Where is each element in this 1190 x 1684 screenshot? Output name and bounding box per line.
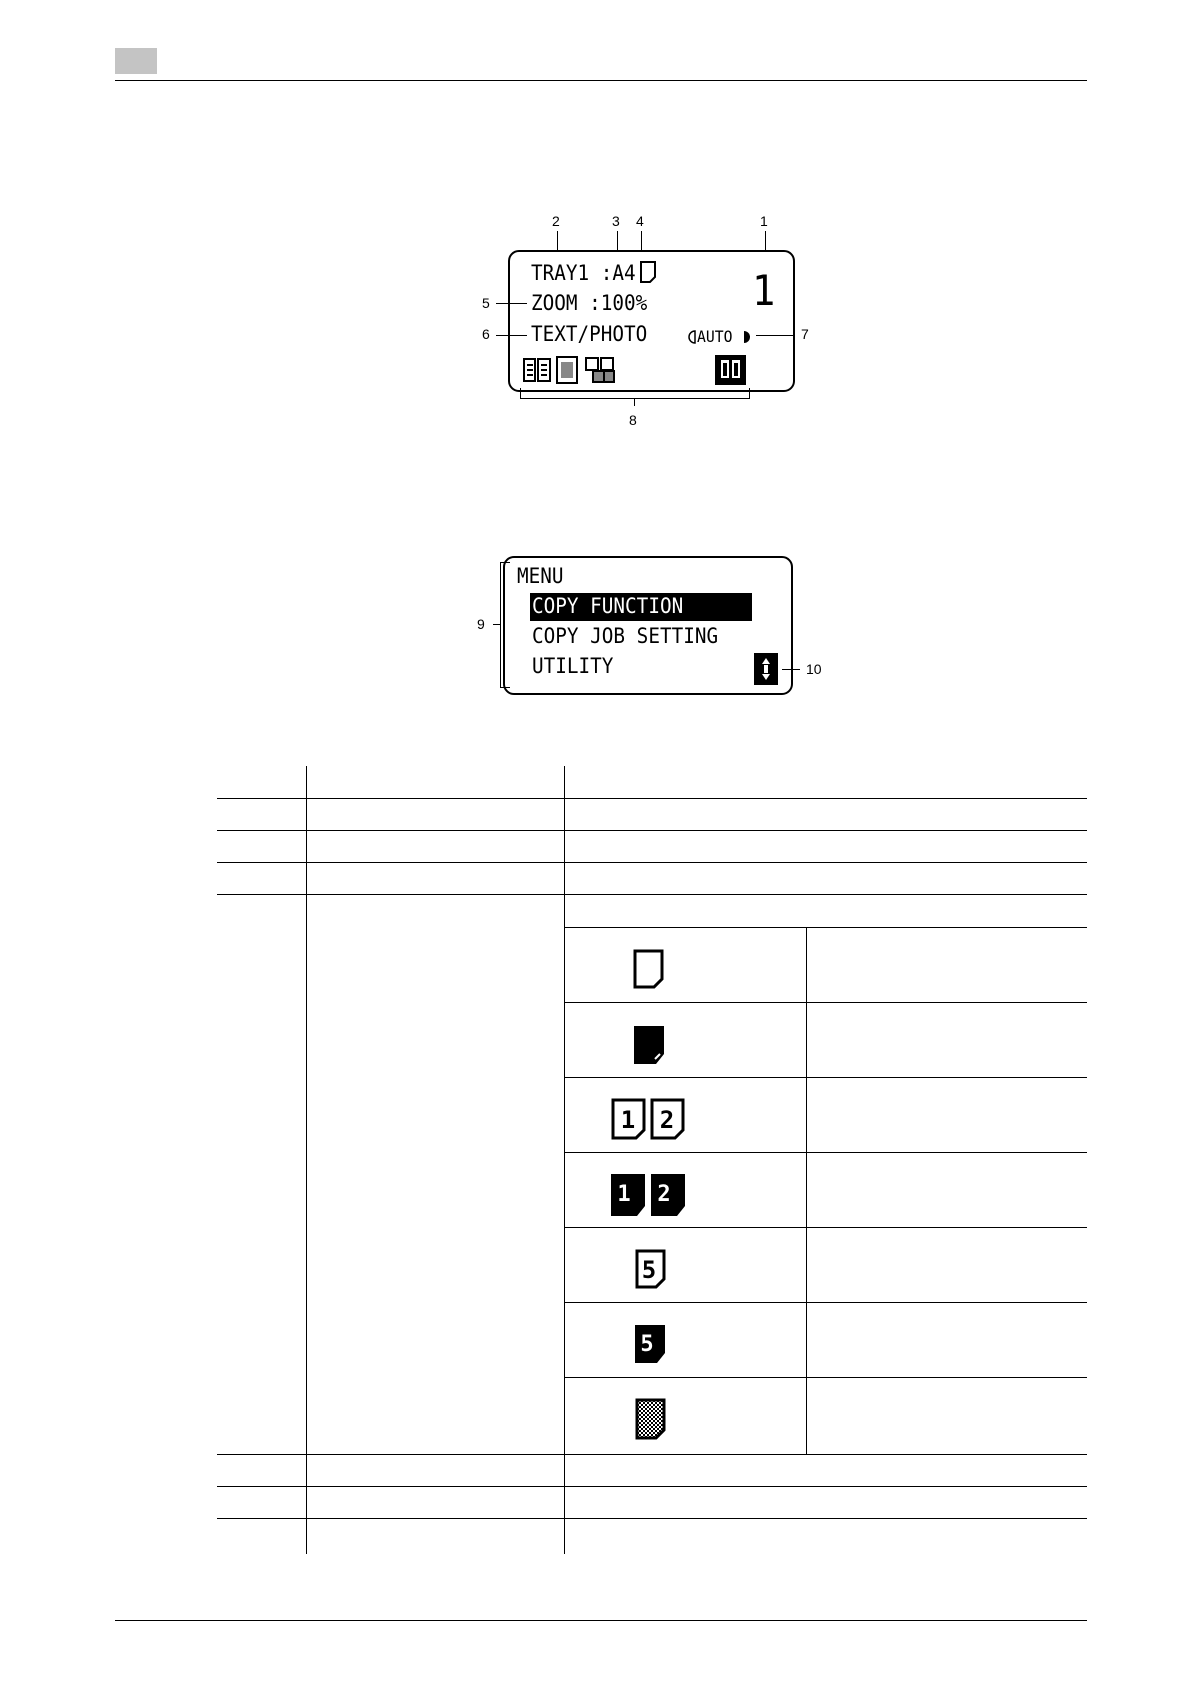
table-subrow-rule [564,1077,1087,1078]
page-s-outline-icon [635,1249,667,1289]
callout-7: 7 [801,326,809,342]
paper-portrait-filled-icon [634,1026,664,1064]
table-subrow-rule [564,1002,1087,1003]
callout-5: 5 [482,295,490,311]
table-subrow-rule [564,1377,1087,1378]
table-subrow-rule [564,1302,1087,1303]
svg-text:2: 2 [659,1106,675,1134]
menu-title: MENU [517,564,564,588]
tray-paper-line: TRAY1 :A4 [531,261,636,285]
svg-text:5: 5 [641,1256,657,1284]
pages-1-2-filled-icon [611,1174,687,1216]
zoom-line: ZOOM :100% [531,291,648,315]
table-row-rule [217,894,1087,895]
callout-4: 4 [636,213,644,229]
table-row-rule [217,862,1087,863]
table-row-rule [217,830,1087,831]
callout-10: 10 [806,661,822,677]
callout-9: 9 [477,616,485,632]
svg-text:1: 1 [617,1182,631,1207]
menu-item-copy-job-setting[interactable]: COPY JOB SETTING [532,624,719,648]
table-row-rule [217,1486,1087,1487]
table-subrow-rule [564,1227,1087,1228]
svg-text:1: 1 [620,1106,636,1134]
callout-8: 8 [629,412,637,428]
table-subrow-rule [564,1152,1087,1153]
callout-6: 6 [482,326,490,342]
callout-1: 1 [760,213,768,229]
density-label: AUTO [697,327,733,346]
table-subrow-rule [564,927,1087,928]
original-type-line: TEXT/PHOTO [531,322,648,346]
svg-text:2: 2 [657,1182,671,1207]
table-row-rule [217,798,1087,799]
page-checker-icon [635,1398,667,1440]
page-s-filled-icon [635,1325,665,1363]
table-col-divider-1 [306,766,307,1554]
table-col-divider-2 [564,766,565,1554]
pages-1-2-outline-icon [611,1098,687,1140]
table-row-rule [217,1518,1087,1519]
menu-item-utility[interactable]: UTILITY [532,654,614,678]
paper-portrait-icon [633,949,665,989]
copy-count: 1 [752,266,776,315]
table-row-rule [217,1454,1087,1455]
table-subcol-divider [806,928,807,1455]
svg-text:5: 5 [640,1332,654,1357]
callout-3: 3 [612,213,620,229]
menu-item-copy-function[interactable]: COPY FUNCTION [532,594,684,618]
callout-2: 2 [552,213,560,229]
